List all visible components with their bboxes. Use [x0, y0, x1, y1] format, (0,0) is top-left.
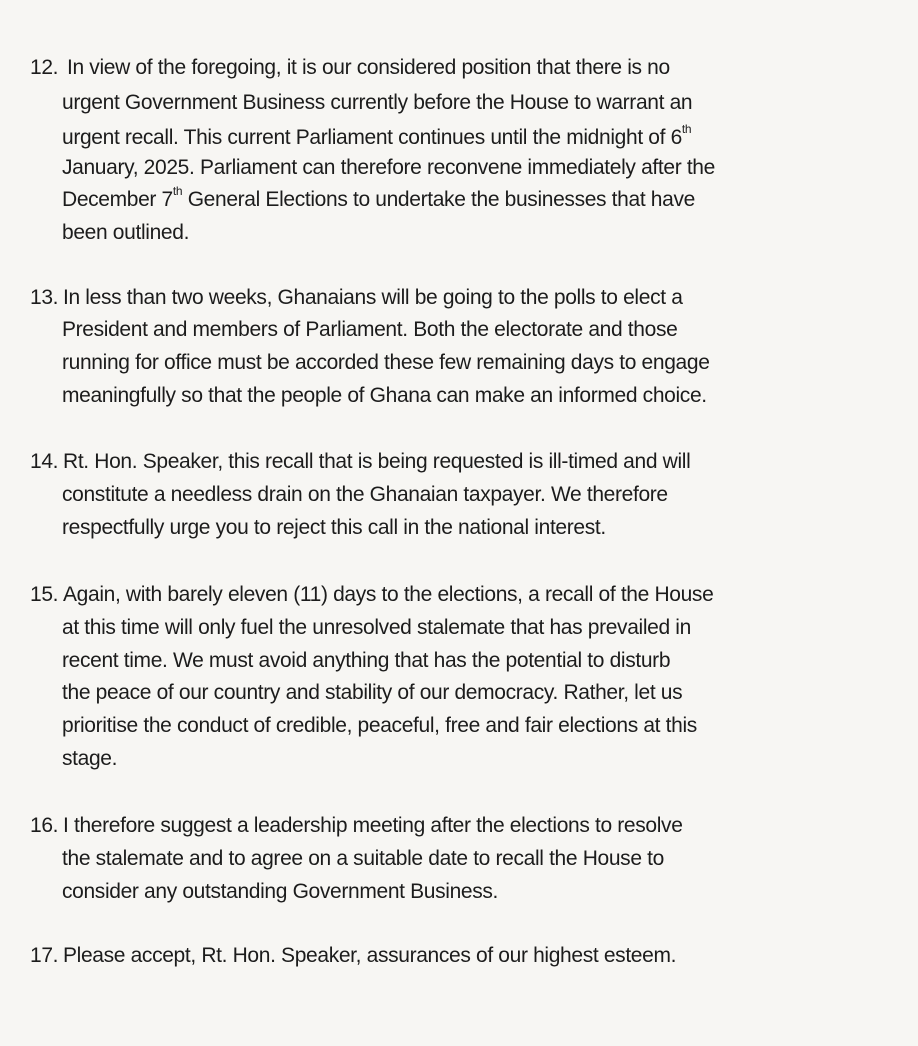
paragraph-line: meaningfully so that the people of Ghana can make an informed choice. — [62, 384, 707, 407]
paragraph-line: consider any outstanding Government Business. — [62, 880, 499, 903]
paragraph-line: been outlined. — [62, 221, 190, 244]
paragraph-number: 16. — [30, 814, 59, 837]
paragraph-line: recent time. We must avoid anything that has the potential to disturb — [62, 649, 671, 672]
superscript-ordinal: th — [681, 122, 692, 136]
paragraph-line: running for office must be accorded these few remaining days to engage — [62, 351, 710, 374]
paragraph-line: prioritise the conduct of credible, peaceful, free and fair elections at this — [62, 714, 697, 737]
paragraph-line: January, 2025. Parliament can therefore reconvene immediately after the — [62, 156, 715, 179]
paragraph-line-text: urgent recall. This current Parliament continues until the midnight of 6 — [62, 126, 682, 149]
paragraph-line: In view of the foregoing, it is our considered position that there is no — [67, 56, 670, 79]
paragraph-line: In less than two weeks, Ghanaians will be going to the polls to elect a — [63, 286, 683, 309]
paragraph-line: at this time will only fuel the unresolved stalemate that has prevailed in — [62, 616, 691, 639]
paragraph-line: Rt. Hon. Speaker, this recall that is being requested is ill-timed and will — [63, 450, 691, 473]
paragraph-line: respectfully urge you to reject this call in the national interest. — [62, 516, 606, 539]
paragraph-line-text: General Elections to undertake the businesses that have — [182, 188, 695, 211]
paragraph-line: the peace of our country and stability of our democracy. Rather, let us — [62, 681, 683, 704]
paragraph-line: constitute a needless drain on the Ghanaian taxpayer. We therefore — [62, 483, 668, 506]
paragraph-line: stage. — [62, 747, 118, 770]
paragraph-line — [62, 185, 695, 215]
paragraph-number: 14. — [30, 450, 59, 473]
paragraph-line: the stalemate and to agree on a suitable date to recall the House to — [62, 847, 664, 870]
superscript-ordinal: th — [172, 184, 183, 198]
paragraph-number: 15. — [30, 583, 59, 606]
paragraph-line — [62, 123, 691, 153]
paragraph-number: 12. — [30, 56, 59, 79]
paragraph-line: Please accept, Rt. Hon. Speaker, assurances of our highest esteem. — [63, 944, 677, 967]
paragraph-line-text: December 7 — [62, 188, 173, 211]
paragraph-number: 13. — [30, 286, 59, 309]
paragraph-line: urgent Government Business currently before the House to warrant an — [62, 91, 693, 114]
paragraph-line: Again, with barely eleven (11) days to the elections, a recall of the House — [63, 583, 714, 606]
paragraph-line: President and members of Parliament. Both the electorate and those — [62, 318, 678, 341]
paragraph-number: 17. — [30, 944, 59, 967]
paragraph-line: I therefore suggest a leadership meeting after the elections to resolve — [63, 814, 683, 837]
